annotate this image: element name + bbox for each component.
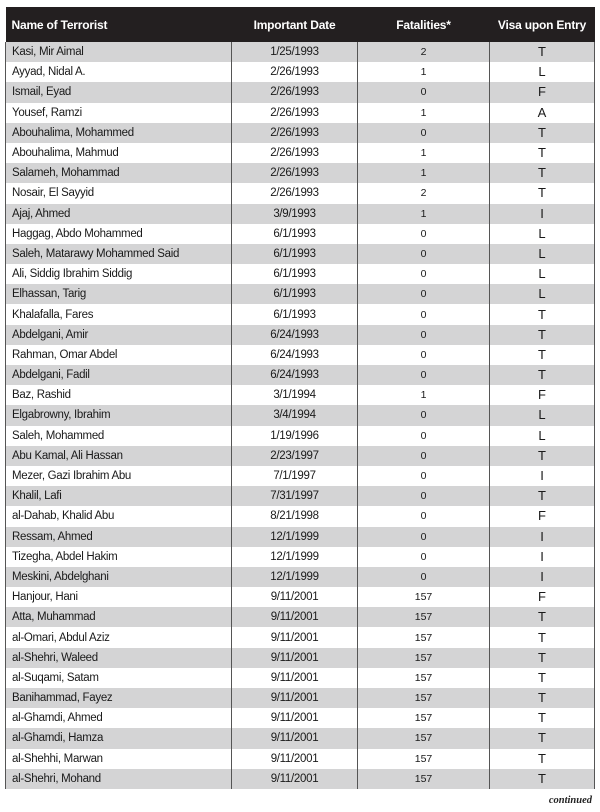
cell-date: 9/11/2001 bbox=[232, 688, 358, 708]
cell-fatalities: 0 bbox=[358, 123, 490, 143]
table-body bbox=[6, 42, 595, 789]
table-row bbox=[6, 284, 595, 304]
cell-name: Abouhalima, Mahmud bbox=[6, 143, 232, 163]
header-date: Important Date bbox=[232, 7, 358, 42]
cell-name: al-Ghamdi, Ahmed bbox=[6, 708, 232, 728]
cell-date: 12/1/1999 bbox=[232, 567, 358, 587]
cell-visa: I bbox=[490, 466, 595, 486]
cell-visa: T bbox=[490, 325, 595, 345]
cell-name: al-Ghamdi, Hamza bbox=[6, 728, 232, 748]
table-row bbox=[6, 143, 595, 163]
cell-fatalities: 0 bbox=[358, 527, 490, 547]
cell-date: 2/26/1993 bbox=[232, 62, 358, 82]
cell-visa: L bbox=[490, 426, 595, 446]
cell-name: al-Shehri, Waleed bbox=[6, 648, 232, 668]
table-row bbox=[6, 264, 595, 284]
cell-visa: L bbox=[490, 244, 595, 264]
cell-fatalities: 0 bbox=[358, 345, 490, 365]
table-row bbox=[6, 62, 595, 82]
cell-visa: F bbox=[490, 587, 595, 607]
cell-visa: L bbox=[490, 284, 595, 304]
table-row bbox=[6, 204, 595, 224]
cell-date: 2/23/1997 bbox=[232, 446, 358, 466]
cell-visa: T bbox=[490, 688, 595, 708]
cell-date: 6/1/1993 bbox=[232, 304, 358, 324]
cell-visa: T bbox=[490, 42, 595, 62]
table-row bbox=[6, 426, 595, 446]
cell-fatalities: 0 bbox=[358, 224, 490, 244]
cell-name: al-Suqami, Satam bbox=[6, 668, 232, 688]
cell-visa: T bbox=[490, 143, 595, 163]
table-row bbox=[6, 547, 595, 567]
table-row bbox=[6, 446, 595, 466]
cell-fatalities: 157 bbox=[358, 648, 490, 668]
cell-name: al-Dahab, Khalid Abu bbox=[6, 506, 232, 526]
cell-name: Ajaj, Ahmed bbox=[6, 204, 232, 224]
table-row bbox=[6, 244, 595, 264]
cell-name: Ressam, Ahmed bbox=[6, 527, 232, 547]
cell-fatalities: 0 bbox=[358, 506, 490, 526]
cell-date: 2/26/1993 bbox=[232, 143, 358, 163]
cell-fatalities: 157 bbox=[358, 769, 490, 789]
cell-fatalities: 0 bbox=[358, 567, 490, 587]
table-row bbox=[6, 648, 595, 668]
cell-date: 2/26/1993 bbox=[232, 183, 358, 203]
cell-name: Elhassan, Tarig bbox=[6, 284, 232, 304]
cell-fatalities: 0 bbox=[358, 466, 490, 486]
cell-name: Baz, Rashid bbox=[6, 385, 232, 405]
cell-date: 7/31/1997 bbox=[232, 486, 358, 506]
cell-visa: T bbox=[490, 123, 595, 143]
table-row bbox=[6, 183, 595, 203]
cell-date: 9/11/2001 bbox=[232, 668, 358, 688]
cell-name: Meskini, Abdelghani bbox=[6, 567, 232, 587]
table-row bbox=[6, 728, 595, 748]
cell-name: Khalil, Lafi bbox=[6, 486, 232, 506]
cell-visa: I bbox=[490, 567, 595, 587]
cell-fatalities: 157 bbox=[358, 728, 490, 748]
cell-fatalities: 1 bbox=[358, 204, 490, 224]
cell-name: Hanjour, Hani bbox=[6, 587, 232, 607]
cell-name: Saleh, Mohammed bbox=[6, 426, 232, 446]
cell-date: 7/1/1997 bbox=[232, 466, 358, 486]
cell-name: Yousef, Ramzi bbox=[6, 103, 232, 123]
cell-date: 9/11/2001 bbox=[232, 607, 358, 627]
cell-date: 2/26/1993 bbox=[232, 82, 358, 102]
cell-fatalities: 157 bbox=[358, 607, 490, 627]
cell-name: Atta, Muhammad bbox=[6, 607, 232, 627]
cell-name: Abdelgani, Fadil bbox=[6, 365, 232, 385]
cell-visa: T bbox=[490, 749, 595, 769]
cell-fatalities: 2 bbox=[358, 42, 490, 62]
cell-date: 9/11/2001 bbox=[232, 708, 358, 728]
table-row bbox=[6, 325, 595, 345]
cell-name: Rahman, Omar Abdel bbox=[6, 345, 232, 365]
table-row bbox=[6, 486, 595, 506]
table-row bbox=[6, 668, 595, 688]
table-row bbox=[6, 163, 595, 183]
header-row bbox=[6, 7, 595, 42]
table-row bbox=[6, 607, 595, 627]
cell-fatalities: 157 bbox=[358, 708, 490, 728]
cell-visa: T bbox=[490, 183, 595, 203]
table-row bbox=[6, 627, 595, 647]
cell-name: Elgabrowny, Ibrahim bbox=[6, 405, 232, 425]
cell-date: 2/26/1993 bbox=[232, 123, 358, 143]
cell-visa: T bbox=[490, 163, 595, 183]
cell-name: Salameh, Mohammad bbox=[6, 163, 232, 183]
cell-date: 3/9/1993 bbox=[232, 204, 358, 224]
cell-name: al-Omari, Abdul Aziz bbox=[6, 627, 232, 647]
header-fatalities: Fatalities* bbox=[358, 7, 490, 42]
header-name: Name of Terrorist bbox=[6, 7, 232, 42]
cell-visa: L bbox=[490, 224, 595, 244]
cell-visa: T bbox=[490, 708, 595, 728]
table-row bbox=[6, 466, 595, 486]
cell-name: Nosair, El Sayyid bbox=[6, 183, 232, 203]
cell-visa: T bbox=[490, 648, 595, 668]
cell-date: 2/26/1993 bbox=[232, 103, 358, 123]
cell-visa: T bbox=[490, 345, 595, 365]
table-row bbox=[6, 42, 595, 62]
continued-note: continued bbox=[548, 795, 592, 806]
cell-date: 1/19/1996 bbox=[232, 426, 358, 446]
cell-fatalities: 0 bbox=[358, 486, 490, 506]
cell-fatalities: 157 bbox=[358, 668, 490, 688]
cell-date: 6/1/1993 bbox=[232, 244, 358, 264]
cell-name: Banihammad, Fayez bbox=[6, 688, 232, 708]
cell-date: 9/11/2001 bbox=[232, 728, 358, 748]
cell-date: 9/11/2001 bbox=[232, 587, 358, 607]
table-header bbox=[6, 7, 595, 42]
terrorist-table bbox=[5, 7, 595, 789]
cell-visa: I bbox=[490, 204, 595, 224]
cell-visa: T bbox=[490, 304, 595, 324]
table-row bbox=[6, 304, 595, 324]
cell-visa: L bbox=[490, 405, 595, 425]
cell-date: 9/11/2001 bbox=[232, 627, 358, 647]
cell-visa: F bbox=[490, 82, 595, 102]
cell-date: 6/1/1993 bbox=[232, 264, 358, 284]
cell-date: 9/11/2001 bbox=[232, 648, 358, 668]
table-row bbox=[6, 385, 595, 405]
table-row bbox=[6, 405, 595, 425]
cell-fatalities: 157 bbox=[358, 627, 490, 647]
cell-date: 9/11/2001 bbox=[232, 769, 358, 789]
cell-date: 8/21/1998 bbox=[232, 506, 358, 526]
cell-visa: T bbox=[490, 446, 595, 466]
cell-fatalities: 1 bbox=[358, 62, 490, 82]
cell-fatalities: 0 bbox=[358, 365, 490, 385]
table-row bbox=[6, 527, 595, 547]
cell-fatalities: 0 bbox=[358, 264, 490, 284]
cell-fatalities: 0 bbox=[358, 426, 490, 446]
cell-name: Ismail, Eyad bbox=[6, 82, 232, 102]
cell-fatalities: 1 bbox=[358, 143, 490, 163]
cell-visa: I bbox=[490, 547, 595, 567]
cell-visa: F bbox=[490, 506, 595, 526]
cell-name: Khalafalla, Fares bbox=[6, 304, 232, 324]
table-row bbox=[6, 769, 595, 789]
cell-fatalities: 0 bbox=[358, 325, 490, 345]
cell-fatalities: 1 bbox=[358, 163, 490, 183]
cell-date: 6/1/1993 bbox=[232, 224, 358, 244]
cell-visa: A bbox=[490, 103, 595, 123]
cell-date: 12/1/1999 bbox=[232, 547, 358, 567]
table-row bbox=[6, 749, 595, 769]
cell-name: Haggag, Abdo Mohammed bbox=[6, 224, 232, 244]
cell-fatalities: 0 bbox=[358, 547, 490, 567]
cell-fatalities: 0 bbox=[358, 244, 490, 264]
cell-fatalities: 0 bbox=[358, 284, 490, 304]
cell-date: 6/24/1993 bbox=[232, 365, 358, 385]
cell-fatalities: 0 bbox=[358, 446, 490, 466]
cell-date: 6/1/1993 bbox=[232, 284, 358, 304]
cell-visa: T bbox=[490, 668, 595, 688]
cell-visa: T bbox=[490, 627, 595, 647]
cell-visa: T bbox=[490, 365, 595, 385]
cell-date: 12/1/1999 bbox=[232, 527, 358, 547]
cell-visa: L bbox=[490, 62, 595, 82]
cell-fatalities: 0 bbox=[358, 304, 490, 324]
cell-name: Tizegha, Abdel Hakim bbox=[6, 547, 232, 567]
cell-name: Abouhalima, Mohammed bbox=[6, 123, 232, 143]
table-row bbox=[6, 345, 595, 365]
table-row bbox=[6, 365, 595, 385]
header-visa: Visa upon Entry bbox=[490, 7, 595, 42]
table-row bbox=[6, 567, 595, 587]
cell-date: 6/24/1993 bbox=[232, 345, 358, 365]
cell-date: 9/11/2001 bbox=[232, 749, 358, 769]
cell-name: Ayyad, Nidal A. bbox=[6, 62, 232, 82]
table-row bbox=[6, 82, 595, 102]
cell-visa: F bbox=[490, 385, 595, 405]
cell-fatalities: 1 bbox=[358, 385, 490, 405]
cell-fatalities: 1 bbox=[358, 103, 490, 123]
table-row bbox=[6, 123, 595, 143]
cell-date: 1/25/1993 bbox=[232, 42, 358, 62]
table-row bbox=[6, 587, 595, 607]
cell-name: Mezer, Gazi Ibrahim Abu bbox=[6, 466, 232, 486]
cell-visa: T bbox=[490, 607, 595, 627]
table-row bbox=[6, 103, 595, 123]
cell-fatalities: 0 bbox=[358, 82, 490, 102]
cell-fatalities: 157 bbox=[358, 688, 490, 708]
cell-date: 3/1/1994 bbox=[232, 385, 358, 405]
cell-name: Ali, Siddig Ibrahim Siddig bbox=[6, 264, 232, 284]
cell-date: 2/26/1993 bbox=[232, 163, 358, 183]
cell-name: Abdelgani, Amir bbox=[6, 325, 232, 345]
table-row bbox=[6, 224, 595, 244]
terrorist-table-container bbox=[5, 7, 594, 789]
cell-date: 6/24/1993 bbox=[232, 325, 358, 345]
cell-fatalities: 157 bbox=[358, 749, 490, 769]
cell-visa: T bbox=[490, 486, 595, 506]
cell-fatalities: 157 bbox=[358, 587, 490, 607]
cell-date: 3/4/1994 bbox=[232, 405, 358, 425]
cell-fatalities: 0 bbox=[358, 405, 490, 425]
cell-visa: I bbox=[490, 527, 595, 547]
cell-visa: T bbox=[490, 769, 595, 789]
cell-visa: T bbox=[490, 728, 595, 748]
cell-visa: L bbox=[490, 264, 595, 284]
cell-name: Abu Kamal, Ali Hassan bbox=[6, 446, 232, 466]
table-row bbox=[6, 708, 595, 728]
cell-name: Saleh, Matarawy Mohammed Said bbox=[6, 244, 232, 264]
table-row bbox=[6, 506, 595, 526]
cell-name: al-Shehri, Mohand bbox=[6, 769, 232, 789]
cell-name: al-Shehhi, Marwan bbox=[6, 749, 232, 769]
cell-fatalities: 2 bbox=[358, 183, 490, 203]
cell-name: Kasi, Mir Aimal bbox=[6, 42, 232, 62]
table-row bbox=[6, 688, 595, 708]
